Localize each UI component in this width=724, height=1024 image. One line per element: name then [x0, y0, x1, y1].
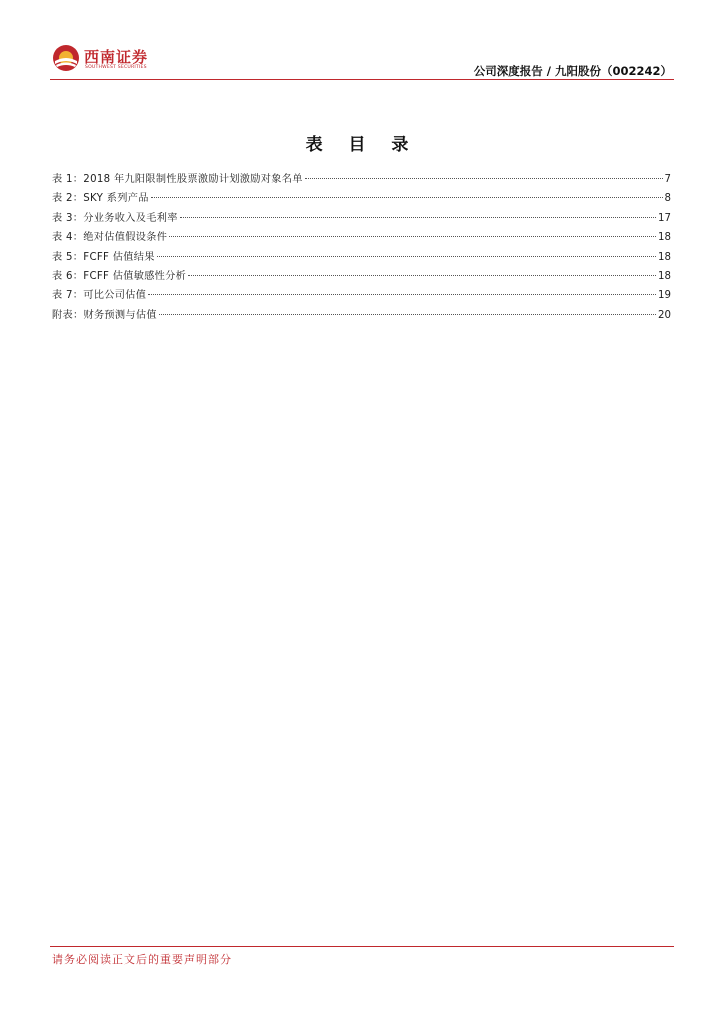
footer-disclaimer: 请务必阅读正文后的重要声明部分	[52, 953, 232, 966]
toc-entry[interactable]	[52, 170, 671, 189]
toc-entry-page: 18	[658, 232, 671, 244]
toc-entry[interactable]	[52, 209, 671, 228]
toc-dot-leader	[305, 178, 663, 179]
toc-entry[interactable]	[52, 189, 671, 208]
toc-title: 表 目 录	[305, 135, 419, 155]
toc-entry-page: 17	[658, 212, 671, 224]
logo-name-en: SOUTHWEST SECURITIES	[85, 65, 147, 70]
header-divider	[50, 79, 674, 80]
toc-entry-page: 18	[658, 270, 671, 282]
toc-entry-page: 18	[658, 251, 671, 263]
logo-name-cn: 西南证券	[84, 48, 149, 66]
company-logo	[52, 44, 162, 74]
toc-dot-leader	[180, 217, 656, 218]
toc-entry-label: 表 2：SKY 系列产品	[52, 193, 149, 205]
toc-entry[interactable]	[52, 286, 671, 305]
toc-entry-page: 7	[664, 174, 671, 185]
toc-entry[interactable]	[52, 267, 671, 286]
table-of-contents	[52, 170, 671, 325]
report-header-title: 公司深度报告 / 九阳股份（002242）	[473, 64, 672, 78]
toc-entry-page: 20	[658, 309, 671, 321]
toc-entry-page: 19	[658, 290, 671, 302]
toc-entry-label: 表 4：绝对估值假设条件	[52, 232, 168, 244]
sun-logo-icon	[52, 44, 80, 72]
toc-entry-label: 表 6：FCFF 估值敏感性分析	[52, 270, 187, 282]
toc-entry-label: 表 3：分业务收入及毛利率	[52, 212, 178, 224]
toc-entry[interactable]	[52, 306, 671, 325]
toc-entry-label: 表 7：可比公司估值	[52, 290, 147, 302]
toc-dot-leader	[157, 256, 656, 257]
toc-dot-leader	[188, 275, 656, 276]
toc-entry-label: 附表：财务预测与估值	[52, 309, 157, 321]
toc-dot-leader	[169, 236, 656, 237]
toc-entry-label: 表 5：FCFF 估值结果	[52, 251, 155, 263]
toc-dot-leader	[159, 314, 656, 315]
toc-entry-label: 表 1：2018 年九阳限制性股票激励计划激励对象名单	[52, 174, 303, 185]
toc-entry-page: 8	[664, 193, 671, 205]
toc-dot-leader	[151, 197, 663, 198]
footer-divider	[50, 946, 674, 947]
toc-entry[interactable]	[52, 228, 671, 247]
toc-entry[interactable]	[52, 248, 671, 267]
toc-dot-leader	[148, 294, 656, 295]
